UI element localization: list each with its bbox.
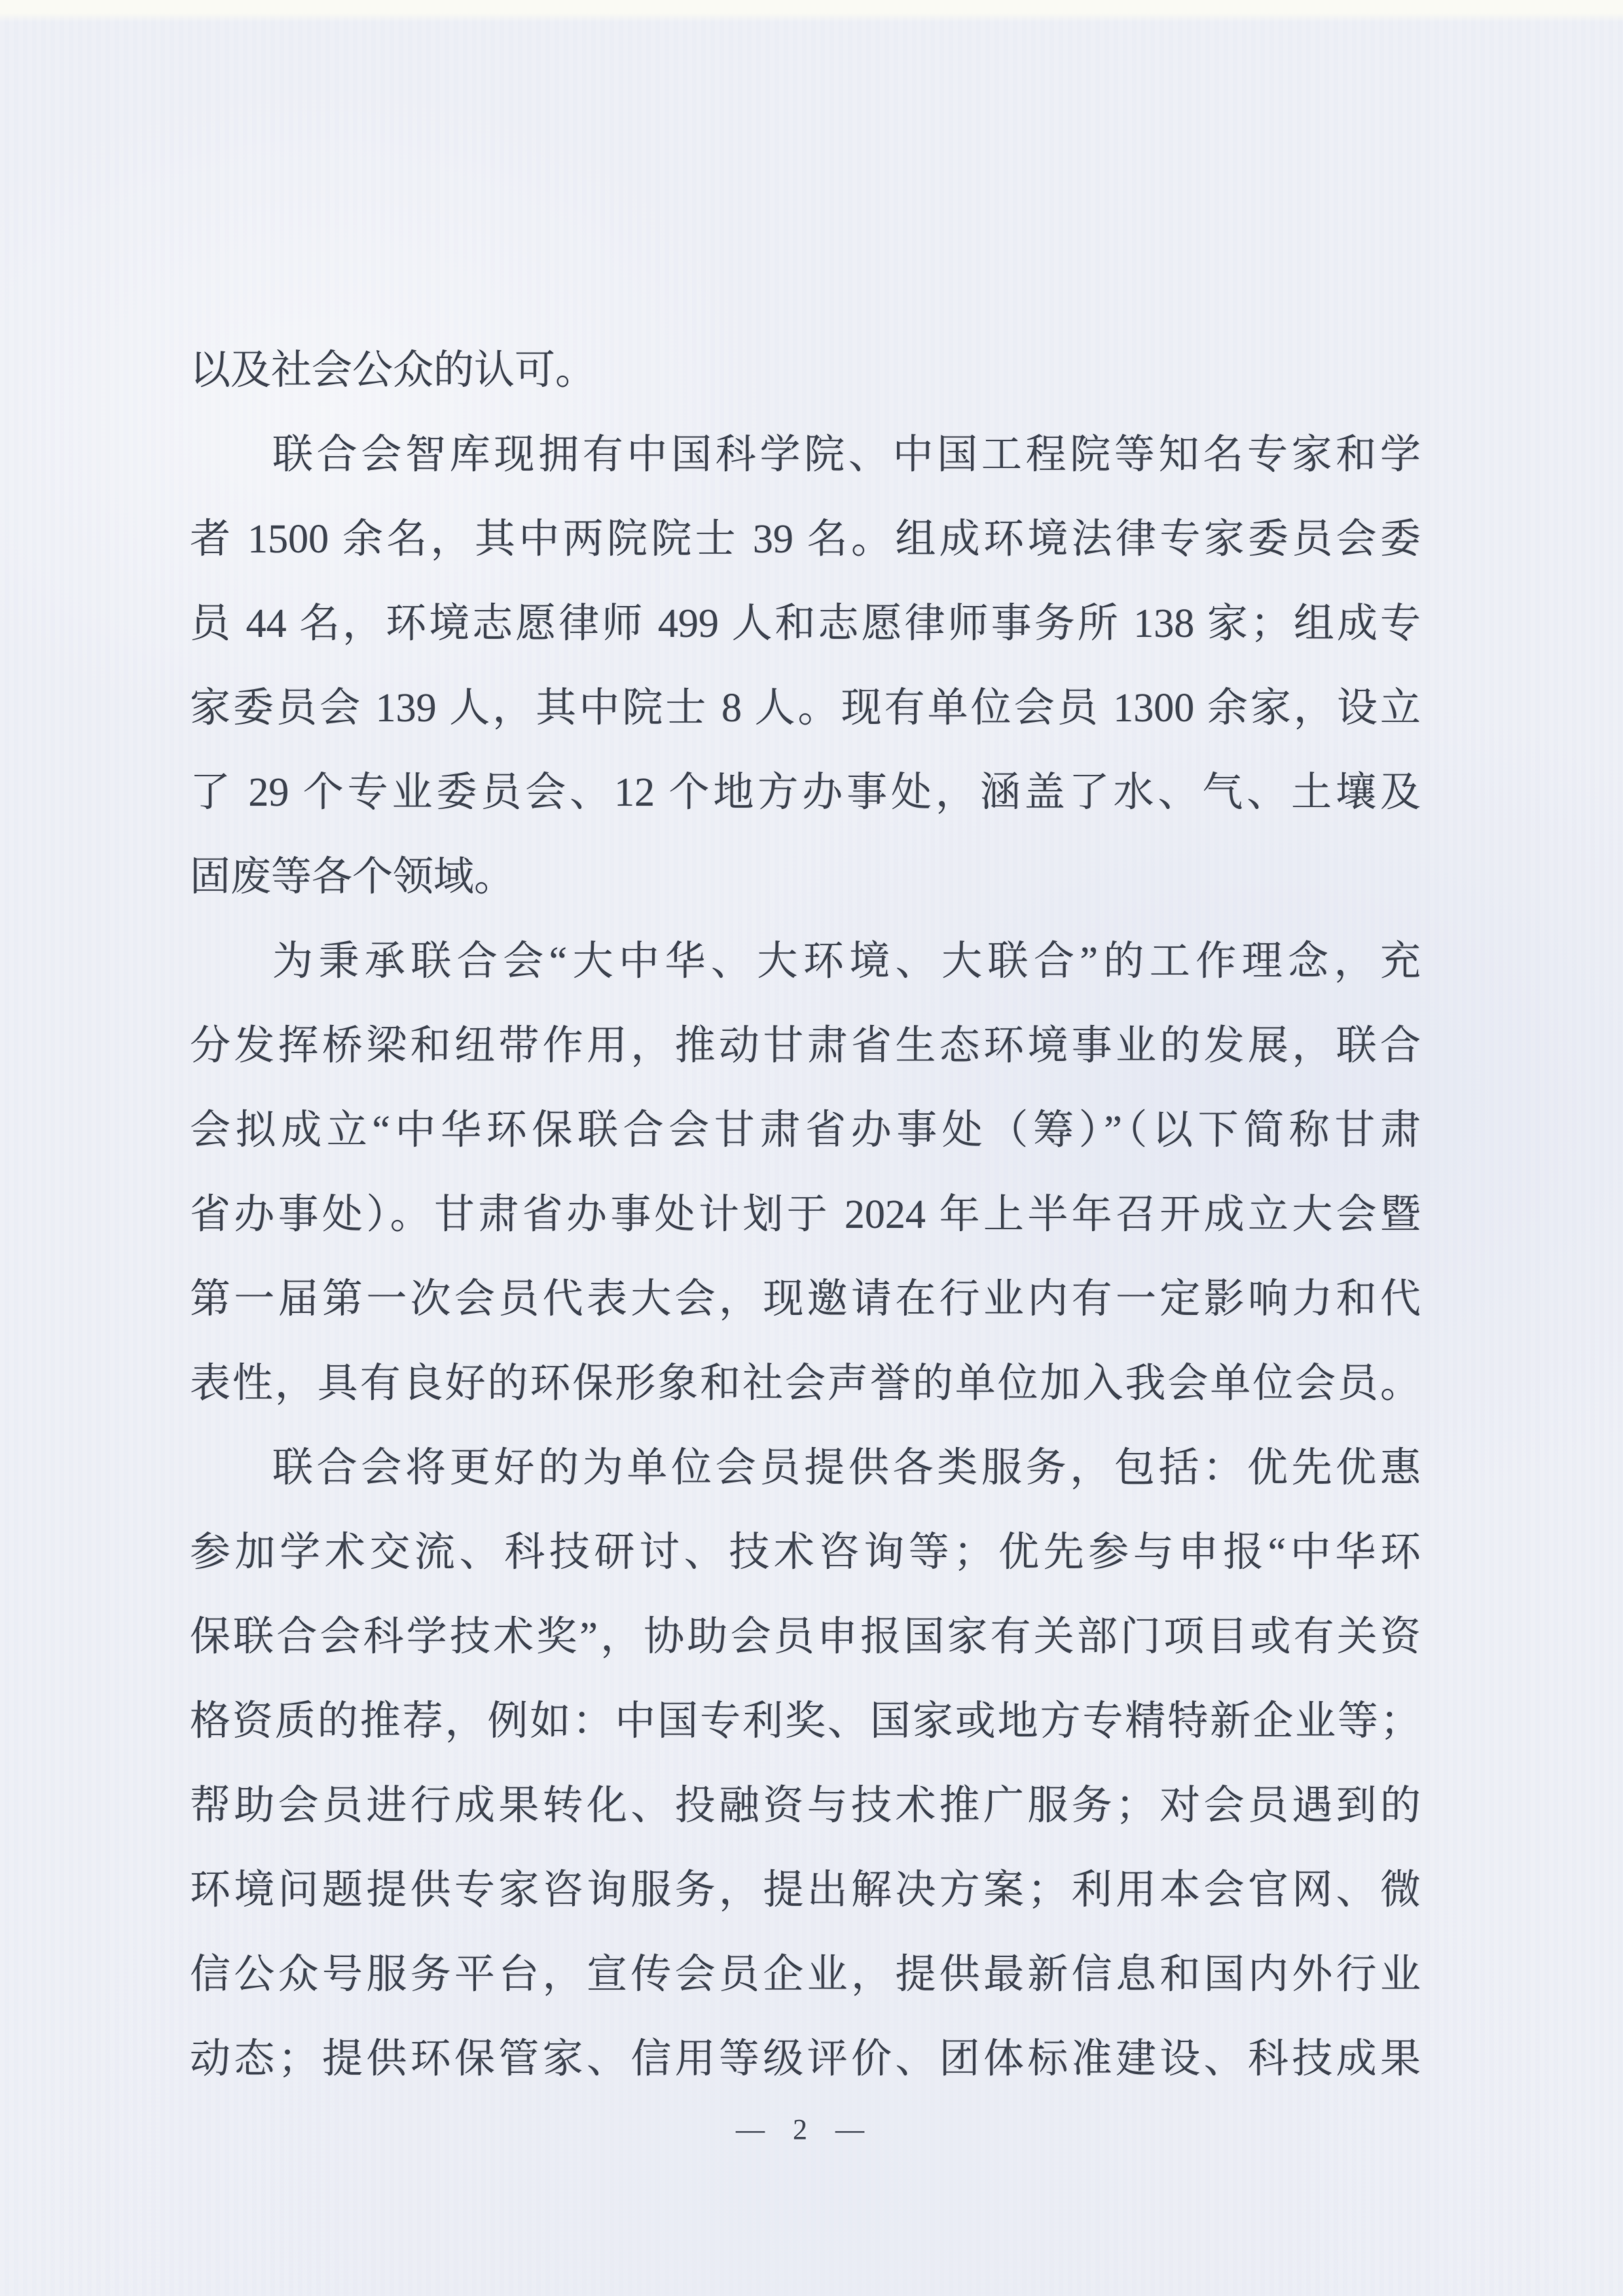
text-line: 员 44 名，环境志愿律师 499 人和志愿律师事务所 138 家；组成专 (190, 601, 1421, 646)
text-line: 第一届第一次会员代表大会，现邀请在行业内有一定影响力和代 (190, 1277, 1421, 1321)
text-line: 以及社会公众的认可。 (190, 348, 596, 393)
text-line: 为秉承联合会“大中华、大环境、大联合”的工作理念，充 (272, 939, 1421, 984)
text-line: 格资质的推荐，例如：中国专利奖、国家或地方专精特新企业等； (190, 1699, 1421, 1744)
text-line: 省办事处）。甘肃省办事处计划于 2024 年上半年召开成立大会暨 (190, 1193, 1421, 1237)
page-number: — 2 — (736, 2113, 875, 2145)
text-line: 保联合会科学技术奖”，协助会员申报国家有关部门项目或有关资 (190, 1615, 1421, 1659)
text-line: 家委员会 139 人，其中院士 8 人。现有单位会员 1300 余家，设立 (190, 686, 1421, 730)
text-line: 帮助会员进行成果转化、投融资与技术推广服务；对会员遇到的 (190, 1784, 1421, 1828)
text-line: 分发挥桥梁和纽带作用，推动甘肃省生态环境事业的发展，联合 (190, 1024, 1421, 1068)
text-line: 会拟成立“中华环保联合会甘肃省办事处（筹）”（以下简称甘肃 (190, 1108, 1421, 1153)
text-line: 环境问题提供专家咨询服务，提出解决方案；利用本会官网、微 (190, 1868, 1421, 1912)
document-body (190, 329, 1421, 2102)
page-footer (190, 2113, 1421, 2146)
text-line: 联合会智库现拥有中国科学院、中国工程院等知名专家和学 (272, 433, 1421, 477)
text-line: 动态；提供环保管家、信用等级评价、团体标准建设、科技成果 (190, 2037, 1421, 2081)
text-line: 固废等各个领域。 (190, 855, 515, 899)
text-line: 联合会将更好的为单位会员提供各类服务，包括：优先优惠 (272, 1446, 1421, 1490)
text-line: 了 29 个专业委员会、12 个地方办事处，涵盖了水、气、土壤及 (190, 770, 1421, 815)
text-line: 参加学术交流、科技研讨、技术咨询等；优先参与申报“中华环 (190, 1530, 1421, 1575)
text-line: 信公众号服务平台，宣传会员企业，提供最新信息和国内外行业 (190, 1952, 1421, 1997)
text-line: 表性，具有良好的环保形象和社会声誉的单位加入我会单位会员。 (190, 1361, 1421, 1406)
text-line: 者 1500 余名，其中两院院士 39 名。组成环境法律专家委员会委 (190, 517, 1421, 562)
